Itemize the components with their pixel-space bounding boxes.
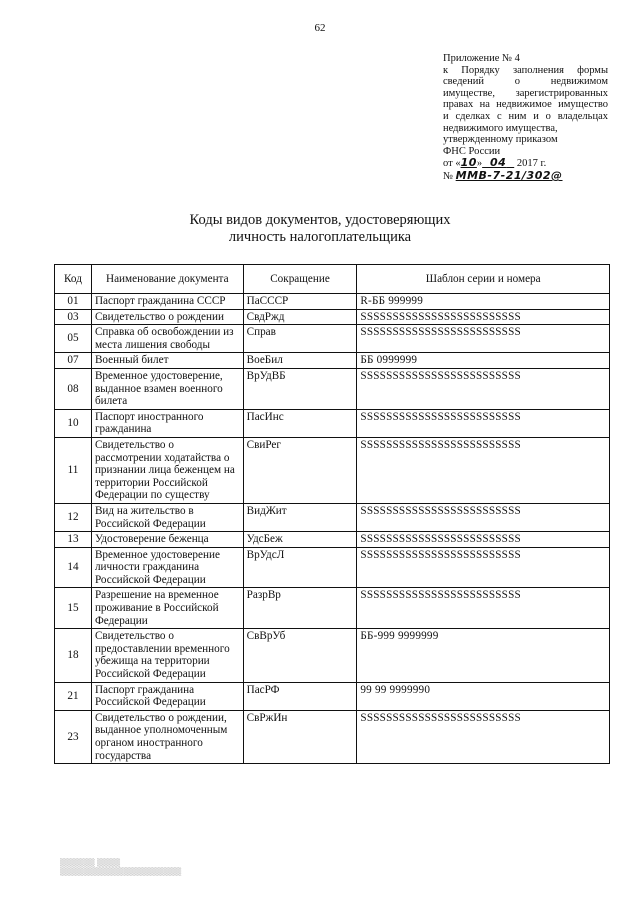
row-abbreviation: ВрУдВБ bbox=[243, 368, 357, 409]
row-code: 14 bbox=[55, 547, 92, 588]
date-day: 10 bbox=[460, 156, 477, 170]
row-abbreviation: ПаСССР bbox=[243, 294, 357, 310]
row-template: SSSSSSSSSSSSSSSSSSSSSSSSS bbox=[357, 547, 610, 588]
header-code: Код bbox=[55, 265, 92, 294]
row-template: SSSSSSSSSSSSSSSSSSSSSSSSS bbox=[357, 368, 610, 409]
number-prefix: № bbox=[443, 170, 454, 182]
row-template: SSSSSSSSSSSSSSSSSSSSSSSSS bbox=[357, 325, 610, 353]
appendix-header bbox=[443, 53, 608, 183]
table-row bbox=[55, 325, 610, 353]
order-number-handwritten: ММВ-7-21/302@ bbox=[455, 168, 563, 182]
table-row bbox=[55, 409, 610, 437]
row-code: 11 bbox=[55, 437, 92, 503]
row-abbreviation: ПасРФ bbox=[243, 682, 357, 710]
table-row bbox=[55, 294, 610, 310]
row-abbreviation: ВоеБил bbox=[243, 353, 357, 369]
appendix-line: имуществе, зарегистрированных bbox=[443, 87, 608, 99]
row-document-name: Паспорт гражданина СССР bbox=[91, 294, 243, 310]
appendix-line: сведений о недвижимом bbox=[443, 76, 608, 88]
title-line-2: личность налогоплательщика bbox=[228, 229, 412, 245]
row-code: 01 bbox=[55, 294, 92, 310]
row-code: 23 bbox=[55, 710, 92, 763]
row-document-name: Паспорт иностранного гражданина bbox=[91, 409, 243, 437]
row-code: 12 bbox=[55, 503, 92, 531]
appendix-order-number bbox=[443, 170, 608, 183]
row-abbreviation: СвиРег bbox=[243, 437, 357, 503]
table-row bbox=[55, 532, 610, 548]
appendix-line: к Порядку заполнения формы bbox=[443, 64, 608, 76]
row-code: 18 bbox=[55, 629, 92, 682]
appendix-line: и сделках с ним и о владельцах bbox=[443, 110, 608, 122]
row-template: SSSSSSSSSSSSSSSSSSSSSSSSS bbox=[357, 437, 610, 503]
table-row bbox=[55, 710, 610, 763]
row-document-name: Временное удостоверение, выданное взамен военного билета bbox=[91, 368, 243, 409]
row-document-name: Свидетельство о рождении bbox=[91, 309, 243, 325]
header-template: Шаблон серии и номера bbox=[357, 265, 610, 294]
row-abbreviation: РазрВр bbox=[243, 588, 357, 629]
row-code: 03 bbox=[55, 309, 92, 325]
row-abbreviation: Справ bbox=[243, 325, 357, 353]
row-template: SSSSSSSSSSSSSSSSSSSSSSSSS bbox=[357, 532, 610, 548]
row-abbreviation: ВидЖит bbox=[243, 503, 357, 531]
appendix-line: ФНС России bbox=[443, 145, 501, 157]
table-row bbox=[55, 629, 610, 682]
date-suffix: 2017 г. bbox=[516, 158, 547, 170]
row-template: R-ББ 999999 bbox=[357, 294, 610, 310]
table-row bbox=[55, 309, 610, 325]
row-document-name: Свидетельство о рассмотрении ходатайства о признании лица беженцем на территории Российской Федерации по существу bbox=[91, 437, 243, 503]
table-row bbox=[55, 368, 610, 409]
title-line-1: Коды видов документов, удостоверяющих bbox=[189, 212, 451, 228]
date-prefix: от « bbox=[443, 158, 461, 170]
row-template: ББ-999 9999999 bbox=[357, 629, 610, 682]
row-document-name: Разрешение на временное проживание в Российской Федерации bbox=[91, 588, 243, 629]
row-template: 99 99 9999990 bbox=[357, 682, 610, 710]
row-code: 10 bbox=[55, 409, 92, 437]
scan-stamp-watermark: ▒▒▒▒▒▒ ▒▒▒▒ ▒▒▒▒▒▒▒▒▒▒▒▒▒▒▒▒▒▒▒▒▒ bbox=[60, 858, 182, 876]
row-template: SSSSSSSSSSSSSSSSSSSSSSSSS bbox=[357, 710, 610, 763]
row-code: 21 bbox=[55, 682, 92, 710]
table-row bbox=[55, 503, 610, 531]
appendix-line: недвижимого имущества, bbox=[443, 122, 558, 134]
table-header-row bbox=[55, 265, 610, 294]
row-document-name: Временное удостоверение личности гражданина Российской Федерации bbox=[91, 547, 243, 588]
row-document-name: Вид на жительство в Российской Федерации bbox=[91, 503, 243, 531]
appendix-title: Приложение № 4 bbox=[443, 53, 520, 64]
appendix-line: утвержденному приказом bbox=[443, 134, 558, 146]
appendix-line: правах на недвижимое имущество bbox=[443, 99, 608, 111]
table-row bbox=[55, 353, 610, 369]
row-document-name: Паспорт гражданина Российской Федерации bbox=[91, 682, 243, 710]
row-template: SSSSSSSSSSSSSSSSSSSSSSSSS bbox=[357, 503, 610, 531]
row-abbreviation: ВрУдсЛ bbox=[243, 547, 357, 588]
table-row bbox=[55, 588, 610, 629]
row-code: 05 bbox=[55, 325, 92, 353]
row-template: SSSSSSSSSSSSSSSSSSSSSSSSS bbox=[357, 409, 610, 437]
header-name: Наименование документа bbox=[91, 265, 243, 294]
document-codes-table bbox=[54, 264, 610, 764]
row-code: 13 bbox=[55, 532, 92, 548]
row-code: 15 bbox=[55, 588, 92, 629]
date-month: 04 bbox=[490, 156, 507, 170]
row-abbreviation: СвдРжд bbox=[243, 309, 357, 325]
row-abbreviation: СвВрУб bbox=[243, 629, 357, 682]
table-row bbox=[55, 437, 610, 503]
row-document-name: Свидетельство о рождении, выданное уполномоченным органом иностранного государства bbox=[91, 710, 243, 763]
row-code: 08 bbox=[55, 368, 92, 409]
page-number: 62 bbox=[314, 22, 326, 34]
row-document-name: Военный билет bbox=[91, 353, 243, 369]
row-template: SSSSSSSSSSSSSSSSSSSSSSSSS bbox=[357, 588, 610, 629]
row-abbreviation: ПасИнс bbox=[243, 409, 357, 437]
row-document-name: Справка об освобождении из места лишения свободы bbox=[91, 325, 243, 353]
row-abbreviation: СвРжИн bbox=[243, 710, 357, 763]
row-template: SSSSSSSSSSSSSSSSSSSSSSSSS bbox=[357, 309, 610, 325]
row-document-name: Удостоверение беженца bbox=[91, 532, 243, 548]
row-code: 07 bbox=[55, 353, 92, 369]
row-template: ББ 0999999 bbox=[357, 353, 610, 369]
date-mid: » bbox=[476, 158, 483, 170]
document-title bbox=[0, 212, 640, 246]
table-row bbox=[55, 547, 610, 588]
row-abbreviation: УдсБеж bbox=[243, 532, 357, 548]
table-row bbox=[55, 682, 610, 710]
header-abbreviation: Сокращение bbox=[243, 265, 357, 294]
row-document-name: Свидетельство о предоставлении временного убежища на территории Российской Федерации bbox=[91, 629, 243, 682]
